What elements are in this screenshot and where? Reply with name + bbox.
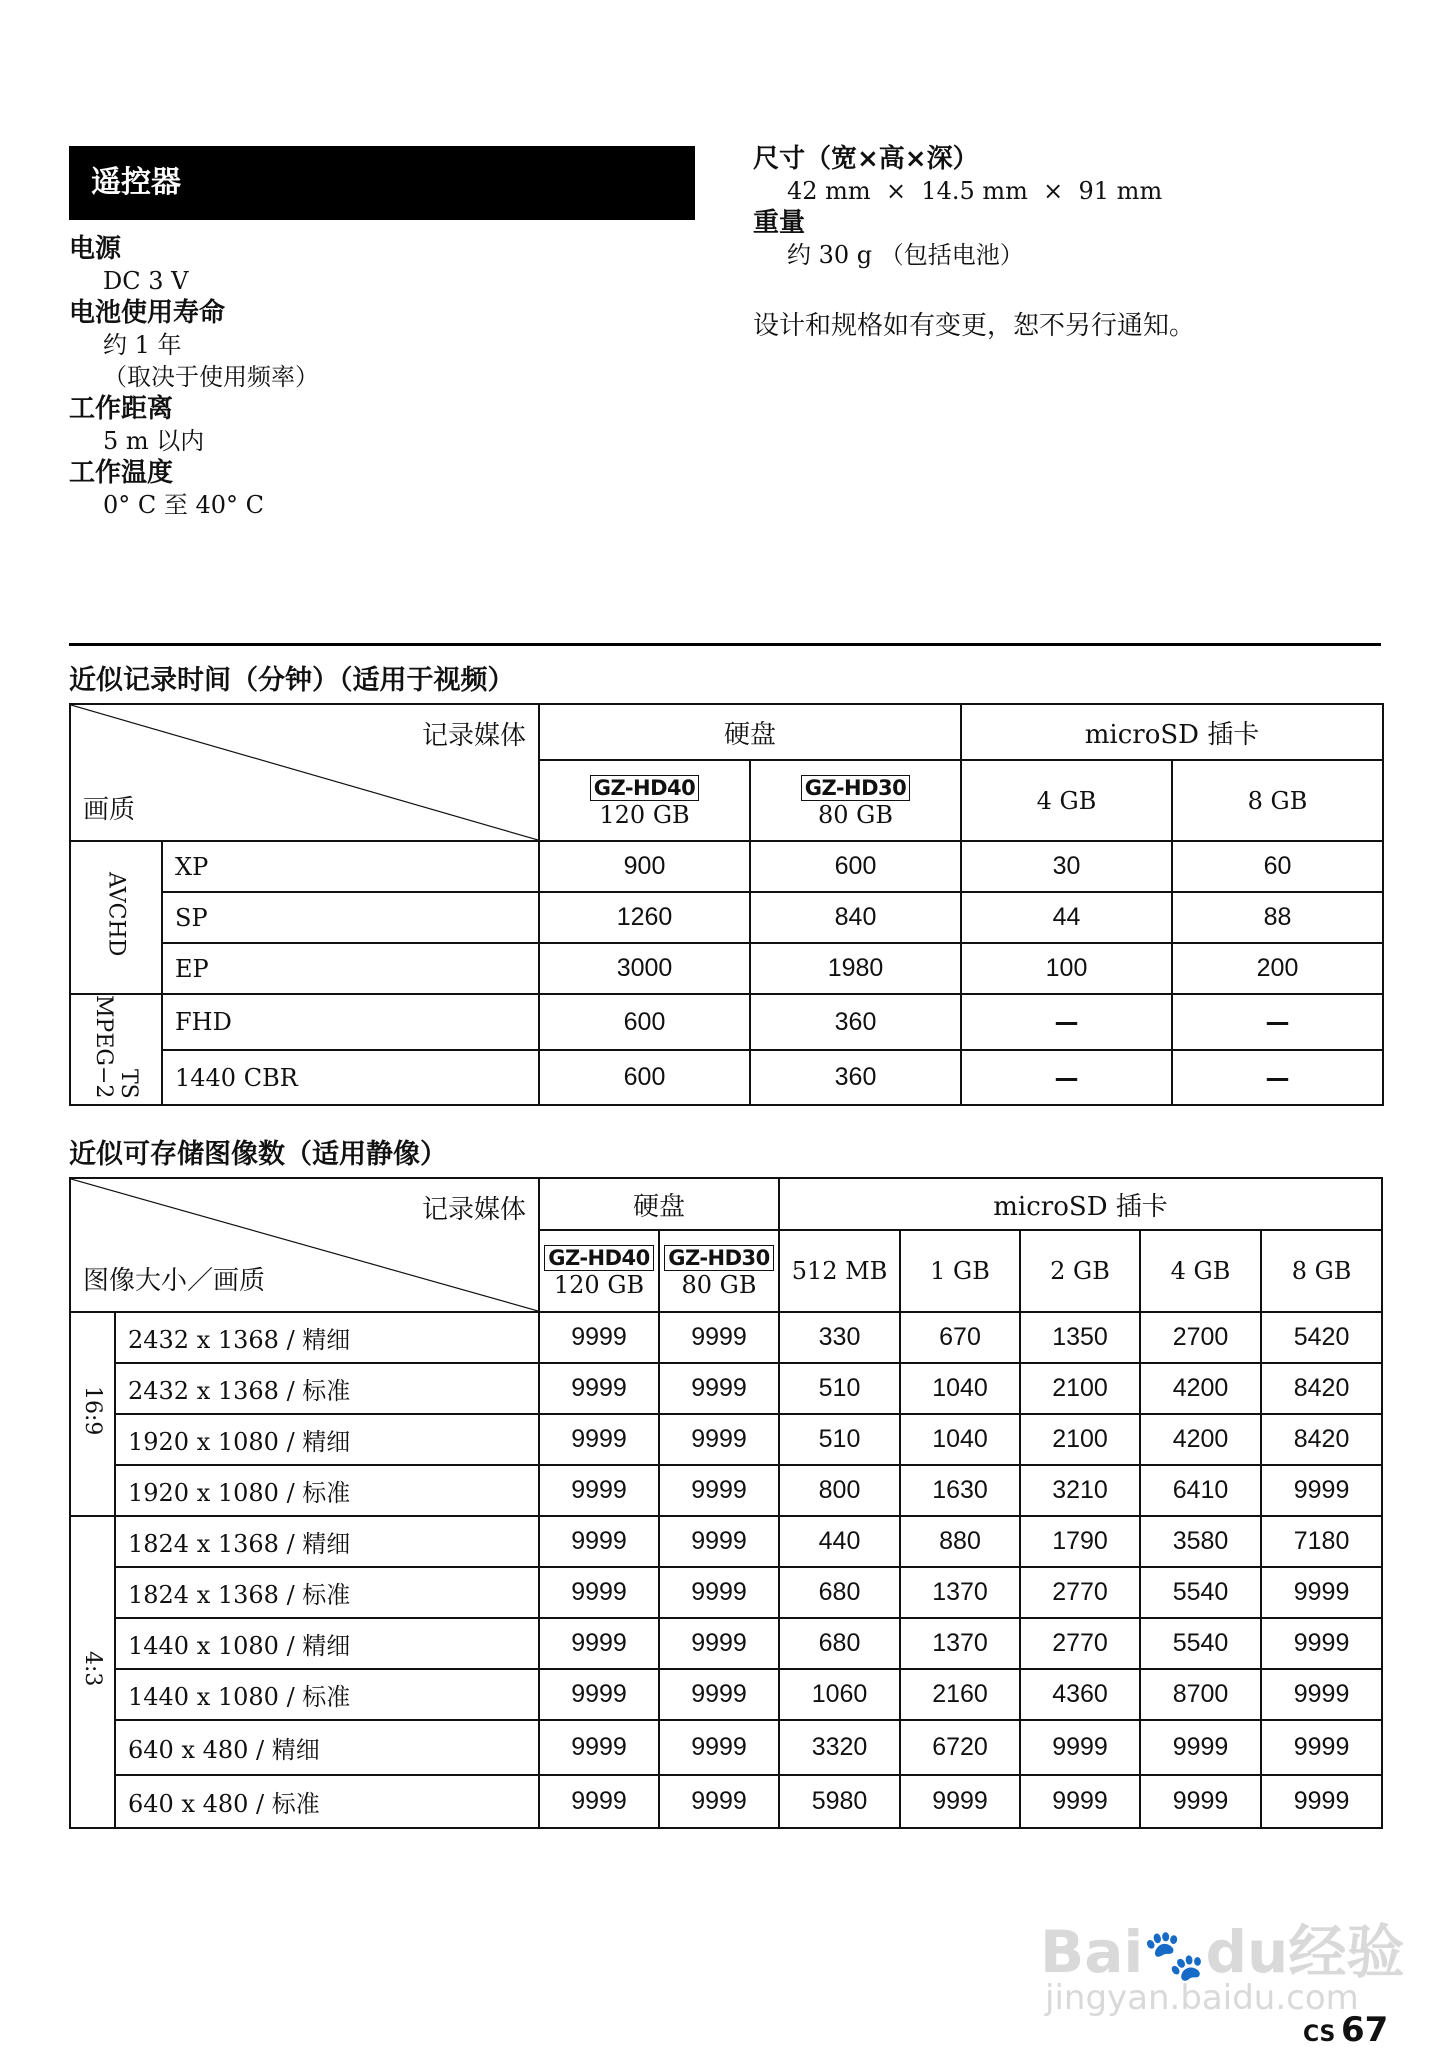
- model-badge: GZ-HD30: [801, 775, 911, 801]
- paw-icon: 🐾: [1143, 1926, 1206, 1984]
- cell: 9999: [1261, 1669, 1382, 1720]
- cell: 680: [779, 1567, 900, 1618]
- cell: 2770: [1020, 1618, 1140, 1669]
- sd-size-header: 8 GB: [1172, 760, 1383, 841]
- table-row: [70, 1312, 1382, 1363]
- cell: —: [1172, 1050, 1383, 1105]
- cell: 9999: [659, 1414, 779, 1465]
- spec-battery-value: 约 1 年: [103, 331, 182, 359]
- model-badge: GZ-HD40: [544, 1245, 654, 1271]
- cell: 1630: [900, 1465, 1020, 1516]
- group-label-ts: TS: [116, 1068, 141, 1099]
- group-label: 4:3: [80, 1651, 105, 1687]
- cell: 9999: [659, 1465, 779, 1516]
- cell: 1040: [900, 1414, 1020, 1465]
- cell: 9999: [1020, 1720, 1140, 1775]
- sd-size-header: 4 GB: [1140, 1230, 1261, 1312]
- cell: 9999: [539, 1465, 659, 1516]
- group-aspect-0: [70, 1312, 115, 1516]
- cell: 30: [961, 841, 1172, 892]
- cell: 9999: [659, 1312, 779, 1363]
- microsd-header: microSD 插卡: [961, 704, 1383, 760]
- cell: 3000: [539, 943, 750, 994]
- cell: 9999: [659, 1516, 779, 1567]
- row-label: 640 x 480 / 精细: [115, 1720, 539, 1775]
- row-label: XP: [162, 841, 539, 892]
- cell: 510: [779, 1363, 900, 1414]
- row-label: 1920 x 1080 / 标准: [115, 1465, 539, 1516]
- video-corner-header: [70, 704, 539, 841]
- hdd40-header: [539, 1230, 659, 1312]
- cell: 2160: [900, 1669, 1020, 1720]
- cell: 9999: [1261, 1465, 1382, 1516]
- table-row: [70, 1363, 1382, 1414]
- sd-size-header: 4 GB: [961, 760, 1172, 841]
- group-aspect-1: [70, 1516, 115, 1828]
- cell: 3210: [1020, 1465, 1140, 1516]
- cell: —: [1172, 994, 1383, 1050]
- table-row: [70, 1720, 1382, 1775]
- hdd40-header: [539, 760, 750, 841]
- remote-specs-right: [753, 143, 1162, 271]
- cell: 88: [1172, 892, 1383, 943]
- cell: 8700: [1140, 1669, 1261, 1720]
- quality-header: 画质: [83, 795, 136, 825]
- video-recording-table: [69, 703, 1384, 1106]
- cell: 6410: [1140, 1465, 1261, 1516]
- cell: 5980: [779, 1775, 900, 1828]
- spec-battery-note: （取决于使用频率）: [103, 363, 319, 391]
- cell: 880: [900, 1516, 1020, 1567]
- watermark-cn: 经验: [1288, 1918, 1405, 1986]
- row-label: 2432 x 1368 / 标准: [115, 1363, 539, 1414]
- cell: 1040: [900, 1363, 1020, 1414]
- image-table-title: 近似可存储图像数（适用静像）: [69, 1139, 447, 1170]
- cell: 9999: [659, 1775, 779, 1828]
- cell: 9999: [659, 1567, 779, 1618]
- model-capacity: 120 GB: [553, 1271, 645, 1299]
- spec-weight-label: 重量: [753, 208, 806, 238]
- cell: 7180: [1261, 1516, 1382, 1567]
- cell: —: [961, 994, 1172, 1050]
- model-badge: GZ-HD40: [590, 775, 700, 801]
- cell: 9999: [1140, 1775, 1261, 1828]
- row-label: 1824 x 1368 / 精细: [115, 1516, 539, 1567]
- cell: 9999: [1261, 1567, 1382, 1618]
- table-row: [70, 1465, 1382, 1516]
- media-header: 记录媒体: [421, 1195, 526, 1225]
- cell: 2100: [1020, 1363, 1140, 1414]
- cell: 9999: [539, 1720, 659, 1775]
- cell: 840: [750, 892, 961, 943]
- cell: 5540: [1140, 1618, 1261, 1669]
- cell: 360: [750, 994, 961, 1050]
- spec-temp-label: 工作温度: [69, 458, 174, 488]
- sd-size-header: 1 GB: [900, 1230, 1020, 1312]
- cell: 100: [961, 943, 1172, 994]
- cell: 200: [1172, 943, 1383, 994]
- spec-temp-value: 0° C 至 40° C: [103, 491, 265, 519]
- table-row: [70, 1669, 1382, 1720]
- cell: 9999: [539, 1516, 659, 1567]
- remote-specs-left: [69, 233, 319, 521]
- page-lang: CS: [1303, 2022, 1336, 2047]
- group-mpeg2ts: [70, 994, 162, 1105]
- watermark-brand: Bai: [1040, 1918, 1144, 1986]
- cell: 9999: [539, 1669, 659, 1720]
- row-label: 2432 x 1368 / 精细: [115, 1312, 539, 1363]
- cell: 3580: [1140, 1516, 1261, 1567]
- model-capacity: 80 GB: [681, 1271, 757, 1299]
- cell: 600: [539, 994, 750, 1050]
- cell: 44: [961, 892, 1172, 943]
- row-label: 640 x 480 / 标准: [115, 1775, 539, 1828]
- cell: 2770: [1020, 1567, 1140, 1618]
- cell: 2700: [1140, 1312, 1261, 1363]
- media-header: 记录媒体: [421, 721, 526, 751]
- spec-change-notice: 设计和规格如有变更，恕不另行通知。: [753, 311, 1196, 341]
- cell: 9999: [659, 1363, 779, 1414]
- cell: 5540: [1140, 1567, 1261, 1618]
- cell: 5420: [1261, 1312, 1382, 1363]
- group-label: AVCHD: [103, 872, 129, 957]
- cell: 900: [539, 841, 750, 892]
- hdd-header: 硬盘: [539, 1178, 779, 1230]
- table-row: [70, 1414, 1382, 1465]
- cell: 1060: [779, 1669, 900, 1720]
- cell: 1350: [1020, 1312, 1140, 1363]
- section-title-remote: 遥控器: [69, 146, 695, 220]
- table-row: [70, 1618, 1382, 1669]
- hdd-header: 硬盘: [539, 704, 961, 760]
- spec-range-value: 5 m 以内: [103, 427, 205, 455]
- table-row: [70, 1567, 1382, 1618]
- cell: 9999: [900, 1775, 1020, 1828]
- cell: 510: [779, 1414, 900, 1465]
- cell: 4360: [1020, 1669, 1140, 1720]
- cell: 9999: [1261, 1720, 1382, 1775]
- cell: 9999: [1020, 1775, 1140, 1828]
- cell: 4200: [1140, 1414, 1261, 1465]
- cell: 6720: [900, 1720, 1020, 1775]
- cell: 9999: [659, 1669, 779, 1720]
- group-label: MPEG−2: [91, 995, 116, 1099]
- spec-power-value: DC 3 V: [103, 267, 189, 295]
- cell: —: [961, 1050, 1172, 1105]
- cell: 4200: [1140, 1363, 1261, 1414]
- spec-power-label: 电源: [69, 234, 122, 264]
- hdd30-header: [750, 760, 961, 841]
- cell: 1260: [539, 892, 750, 943]
- watermark-brand-2: du: [1205, 1918, 1289, 1986]
- image-corner-header: [70, 1178, 539, 1312]
- table-row: [70, 1775, 1382, 1828]
- row-label: 1440 x 1080 / 标准: [115, 1669, 539, 1720]
- cell: 8420: [1261, 1363, 1382, 1414]
- row-label: EP: [162, 943, 539, 994]
- cell: 800: [779, 1465, 900, 1516]
- page-footer: [1303, 2010, 1388, 2050]
- cell: 9999: [659, 1720, 779, 1775]
- row-label: 1440 x 1080 / 精细: [115, 1618, 539, 1669]
- table-row: [70, 1516, 1382, 1567]
- model-capacity: 120 GB: [599, 800, 690, 829]
- watermark-url: jingyan.baidu.com: [1045, 1978, 1359, 2018]
- spec-dimensions-label: 尺寸（宽×高×深）: [753, 144, 979, 174]
- cell: 1790: [1020, 1516, 1140, 1567]
- cell: 360: [750, 1050, 961, 1105]
- section-divider: [69, 643, 1381, 646]
- cell: 9999: [1261, 1618, 1382, 1669]
- cell: 9999: [539, 1567, 659, 1618]
- cell: 9999: [539, 1312, 659, 1363]
- cell: 9999: [539, 1775, 659, 1828]
- cell: 680: [779, 1618, 900, 1669]
- cell: 1370: [900, 1618, 1020, 1669]
- spec-battery-label: 电池使用寿命: [69, 298, 226, 328]
- cell: 600: [539, 1050, 750, 1105]
- cell: 9999: [539, 1618, 659, 1669]
- cell: 60: [1172, 841, 1383, 892]
- cell: 8420: [1261, 1414, 1382, 1465]
- cell: 9999: [1140, 1720, 1261, 1775]
- cell: 9999: [539, 1414, 659, 1465]
- group-label: 16:9: [80, 1386, 105, 1436]
- spec-range-label: 工作距离: [69, 394, 174, 424]
- spec-weight-value: 约 30 g （包括电池）: [787, 241, 1024, 269]
- size-quality-header: 图像大小／画质: [83, 1266, 266, 1296]
- sd-size-header: 2 GB: [1020, 1230, 1140, 1312]
- cell: 670: [900, 1312, 1020, 1363]
- image-count-table: [69, 1177, 1383, 1829]
- row-label: FHD: [162, 994, 539, 1050]
- row-label: 1920 x 1080 / 精细: [115, 1414, 539, 1465]
- microsd-header: microSD 插卡: [779, 1178, 1382, 1230]
- cell: 600: [750, 841, 961, 892]
- cell: 1370: [900, 1567, 1020, 1618]
- cell: 9999: [1261, 1775, 1382, 1828]
- model-capacity: 80 GB: [818, 800, 893, 829]
- video-table-title: 近似记录时间（分钟）（适用于视频）: [69, 665, 515, 696]
- sd-size-header: 512 MB: [779, 1230, 900, 1312]
- cell: 9999: [539, 1363, 659, 1414]
- cell: 9999: [659, 1618, 779, 1669]
- hdd30-header: [659, 1230, 779, 1312]
- cell: 1980: [750, 943, 961, 994]
- cell: 2100: [1020, 1414, 1140, 1465]
- baidu-watermark-logo: [1040, 1905, 1404, 1989]
- sd-size-header: 8 GB: [1261, 1230, 1382, 1312]
- row-label: 1824 x 1368 / 标准: [115, 1567, 539, 1618]
- cell: 3320: [779, 1720, 900, 1775]
- group-avchd: [70, 841, 162, 994]
- page-number: 67: [1340, 2010, 1389, 2050]
- row-label: SP: [162, 892, 539, 943]
- cell: 440: [779, 1516, 900, 1567]
- model-badge: GZ-HD30: [664, 1245, 774, 1271]
- cell: 330: [779, 1312, 900, 1363]
- spec-dimensions-value: 42 mm × 14.5 mm × 91 mm: [787, 177, 1163, 205]
- row-label: 1440 CBR: [162, 1050, 539, 1105]
